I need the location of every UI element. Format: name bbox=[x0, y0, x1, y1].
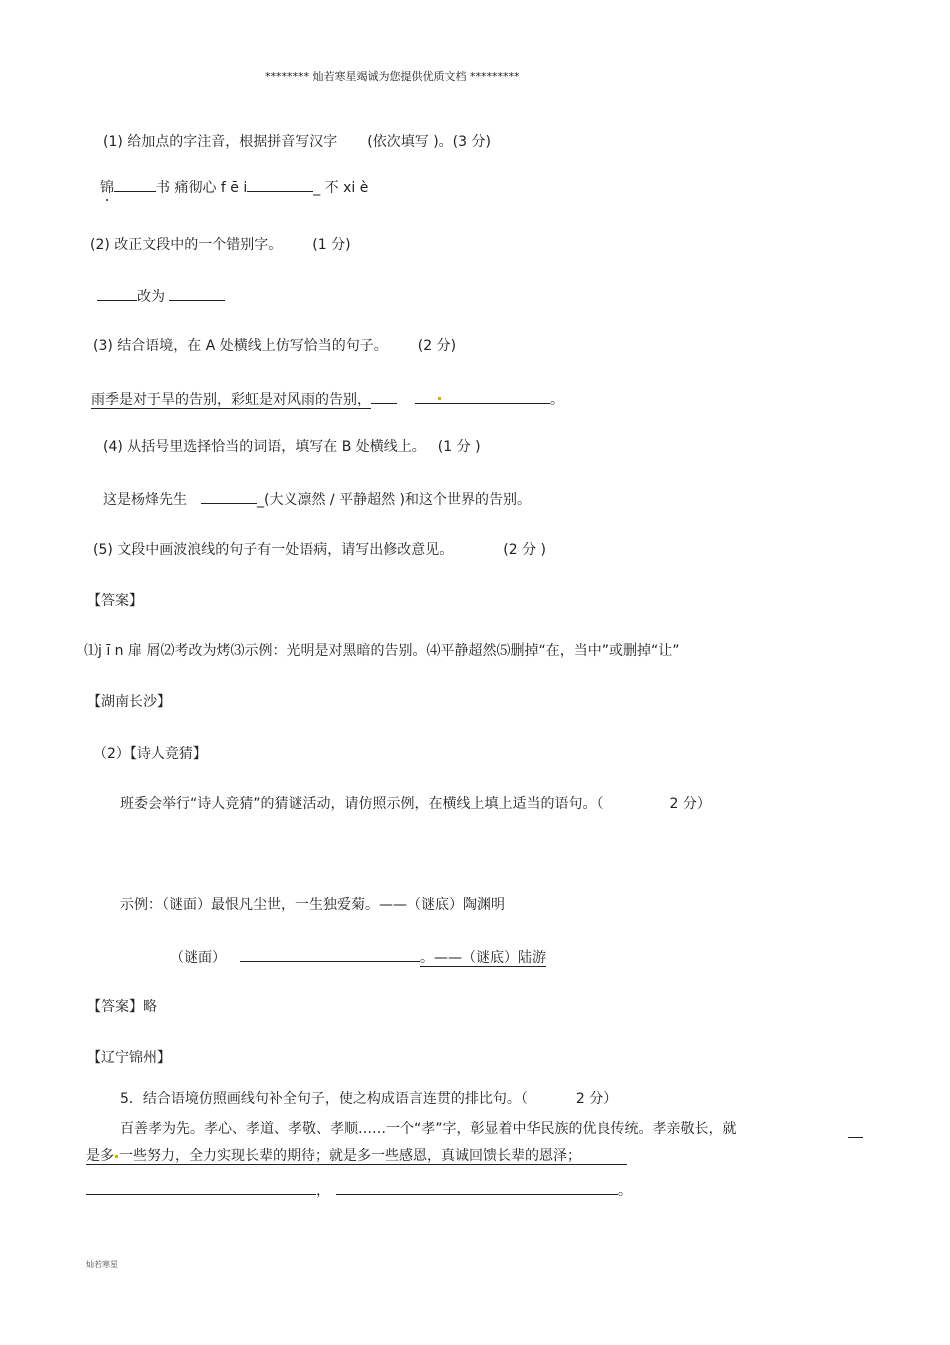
blank-4 bbox=[169, 286, 225, 301]
question-2 bbox=[90, 236, 351, 254]
question-five-prompt: 5．结合语境仿照画线句补全句子，使之构成语言连贯的排比句。（ bbox=[120, 1091, 528, 1107]
question-1-prompt: (1) 给加点的字注音，根据拼音写汉字 bbox=[103, 134, 338, 150]
comma: ， bbox=[316, 1183, 330, 1199]
highlight-mark-2 bbox=[115, 1155, 118, 1158]
para2-b: 一些努力，全力实现长辈的期待；就是多一些感恩，真诚回馈长辈的恩泽； bbox=[119, 1148, 581, 1164]
poet-title: （2）【诗人竞猜】 bbox=[93, 746, 207, 762]
question-4-prompt: (4) 从括号里选择恰当的词语，填写在 B 处横线上。 bbox=[103, 439, 426, 455]
period: 。 bbox=[550, 392, 564, 408]
answer-2: 【答案】略 bbox=[87, 999, 157, 1015]
poet-instruction-text: 班委会举行“诗人竞猜”的猜谜活动，请仿照示例，在横线上填上适当的语句。（ bbox=[120, 796, 604, 812]
question-five bbox=[120, 1090, 617, 1108]
underlined-sentence: 雨季是对于旱的告别，彩虹是对风雨的告别， bbox=[91, 392, 371, 408]
para2-a: 是多 bbox=[86, 1148, 114, 1164]
question-1-line-b: 书 痛彻心 f ē i bbox=[156, 180, 248, 196]
question-3-prompt: (3) 结合语境，在 A 处横线上仿写恰当的句子。 bbox=[93, 338, 388, 354]
underlined-sentence-2 bbox=[86, 1148, 627, 1165]
poet-task-b: 。——（谜底）陆游 bbox=[420, 950, 546, 966]
poet-task bbox=[170, 947, 546, 967]
question-4-sentence-b: _(大义凛然 / 平静超然 )和这个世界的告别。 bbox=[257, 492, 531, 508]
question-5 bbox=[93, 541, 546, 559]
question-4-sentence-a: 这是杨烽先生 bbox=[103, 492, 187, 508]
dotted-char: 锦 bbox=[100, 180, 114, 196]
page-header: ******** 灿若寒星竭诚为您提供优质文档 ********* bbox=[265, 70, 520, 83]
section-hunan: 【湖南长沙】 bbox=[87, 694, 171, 710]
answer-text: ⑴j ī n 扉 屑⑵考改为烤⑶示例：光明是对黑暗的告别。⑷平静超然⑸删掉“在，当中”或删掉“让” bbox=[84, 643, 680, 659]
blank-1 bbox=[114, 177, 156, 192]
question-five-para1: 百善孝为先。孝心、孝道、孝敬、孝顺……一个“孝”字，彰显着中华民族的优良传统。孝亲敬长，就 bbox=[120, 1121, 737, 1137]
question-5-prompt: (5) 文段中画波浪线的句子有一处语病，请写出修改意见。 bbox=[93, 542, 454, 558]
answer-label: 【答案】 bbox=[87, 593, 143, 609]
question-five-answer-line bbox=[86, 1180, 632, 1200]
blank-10 bbox=[336, 1180, 618, 1195]
trailing-underline bbox=[848, 1137, 863, 1138]
question-1-line bbox=[100, 177, 368, 197]
end-period: 。 bbox=[618, 1183, 632, 1199]
question-five-para2 bbox=[86, 1147, 627, 1165]
poet-instruction bbox=[120, 795, 711, 813]
section-liaoning: 【辽宁锦州】 bbox=[87, 1050, 171, 1066]
blank-9 bbox=[86, 1180, 316, 1195]
question-1-note: (依次填写 )。(3 分) bbox=[367, 134, 491, 150]
page-footer: 灿若寒星 bbox=[86, 1260, 118, 1269]
question-five-score: 2 分） bbox=[575, 1091, 618, 1107]
question-2-line bbox=[97, 286, 225, 306]
question-3-line bbox=[91, 389, 564, 409]
question-4-line bbox=[103, 489, 531, 509]
blank-3 bbox=[97, 286, 137, 301]
question-4 bbox=[103, 438, 481, 456]
blank-5 bbox=[371, 389, 397, 404]
blank-2 bbox=[247, 177, 313, 192]
change-to: 改为 bbox=[137, 289, 165, 305]
poet-example: 示例：（谜面）最恨凡尘世，一生独爱菊。——（谜底）陶渊明 bbox=[120, 897, 505, 913]
question-1-line-c: _ 不 xi è bbox=[313, 180, 369, 196]
question-5-score: (2 分 ) bbox=[503, 542, 547, 558]
highlight-mark bbox=[438, 397, 441, 400]
question-4-score: (1 分 ) bbox=[437, 439, 481, 455]
blank-6 bbox=[415, 389, 550, 404]
question-1 bbox=[103, 133, 491, 151]
blank-8 bbox=[240, 947, 420, 962]
question-2-prompt: (2) 改正文段中的一个错别字。 bbox=[90, 237, 283, 253]
poet-score: 2 分） bbox=[669, 796, 711, 812]
question-3-score: (2 分) bbox=[417, 338, 457, 354]
question-3 bbox=[93, 337, 456, 355]
poet-task-a: （谜面） bbox=[170, 950, 226, 966]
blank-7 bbox=[201, 489, 257, 504]
question-2-score: (1 分) bbox=[312, 237, 351, 253]
